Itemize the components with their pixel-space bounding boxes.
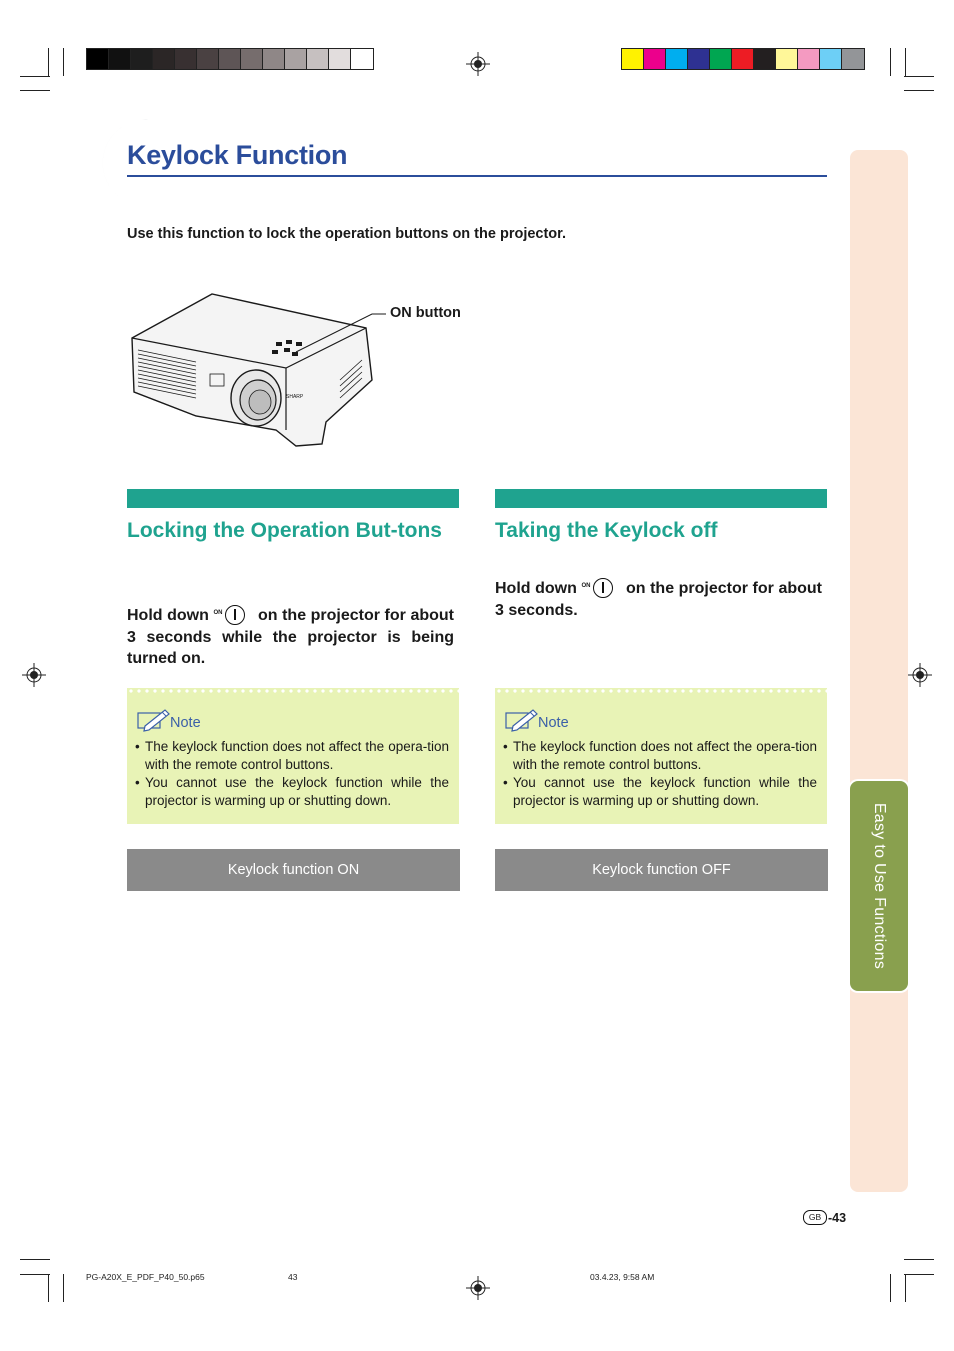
note-list	[503, 738, 817, 810]
note-box-locking	[127, 688, 459, 824]
instruction-text: Hold down	[127, 607, 209, 625]
gray-swatch	[329, 49, 351, 69]
gray-swatch	[131, 49, 153, 69]
side-tab-label: Easy to Use Functions	[871, 802, 888, 970]
gray-swatch	[285, 49, 307, 69]
note-list	[135, 738, 449, 810]
note-label: Note	[538, 715, 569, 731]
gray-swatch	[307, 49, 329, 69]
on-button-leader-line	[290, 308, 390, 356]
color-swatch	[688, 49, 710, 69]
footer-page: 43	[288, 1272, 298, 1282]
registration-mark-left	[22, 663, 46, 687]
note-label: Note	[170, 715, 201, 731]
registration-mark-bottom	[466, 1276, 490, 1300]
color-swatch	[666, 49, 688, 69]
note-box-unlock	[495, 688, 827, 824]
page-title: Keylock Function	[127, 140, 348, 170]
color-swatch	[820, 49, 842, 69]
gray-swatch	[219, 49, 241, 69]
instruction-locking	[127, 605, 454, 669]
on-symbol-label: ON	[581, 583, 591, 589]
gray-swatch	[109, 49, 131, 69]
gray-swatch	[241, 49, 263, 69]
color-swatch	[622, 49, 644, 69]
gray-swatch	[263, 49, 285, 69]
color-swatch	[644, 49, 666, 69]
region-badge: GB	[803, 1210, 827, 1225]
registration-mark-right	[908, 663, 932, 687]
gray-swatch	[197, 49, 219, 69]
grayscale-bar	[86, 48, 374, 70]
on-button-icon	[581, 578, 621, 600]
color-swatch	[732, 49, 754, 69]
instruction-text: on the projector for about 3 seconds while the projector is being turned on.	[127, 607, 454, 667]
section-bar-locking	[127, 489, 459, 508]
keylock-on-indicator: Keylock function ON	[127, 849, 460, 891]
color-swatch	[754, 49, 776, 69]
color-swatch	[776, 49, 798, 69]
section-title-unlock: Taking the Keylock off	[495, 519, 718, 542]
svg-text:SHARP: SHARP	[286, 394, 304, 400]
side-margin-panel	[850, 150, 908, 1192]
color-swatch	[798, 49, 820, 69]
gray-swatch	[175, 49, 197, 69]
note-item: • You cannot use the keylock function while the projector is warming up or shutting down.	[503, 774, 817, 810]
footer-timestamp: 03.4.23, 9:58 AM	[590, 1272, 655, 1282]
instruction-text: on the projector for about 3 seconds.	[495, 580, 822, 619]
registration-mark-top	[466, 52, 490, 76]
gray-swatch	[351, 49, 373, 69]
instruction-unlock	[495, 578, 822, 621]
gray-swatch	[87, 49, 109, 69]
footer-filename: PG-A20X_E_PDF_P40_50.p65	[86, 1272, 205, 1282]
keylock-off-indicator: Keylock function OFF	[495, 849, 828, 891]
note-item: • The keylock function does not affect the opera-tion with the remote control buttons.	[135, 738, 449, 774]
note-pencil-icon	[137, 708, 171, 732]
instruction-text: Hold down	[495, 580, 577, 598]
color-swatch	[842, 49, 864, 69]
page-number-text: -43	[828, 1210, 847, 1225]
gray-swatch	[153, 49, 175, 69]
on-button-callout: ON button	[390, 305, 461, 321]
note-pencil-icon	[505, 708, 539, 732]
note-item: • The keylock function does not affect the opera-tion with the remote control buttons.	[503, 738, 817, 774]
on-symbol-label: ON	[213, 610, 223, 616]
page-number	[803, 1210, 846, 1225]
intro-text: Use this function to lock the operation buttons on the projector.	[127, 226, 567, 242]
color-swatch	[710, 49, 732, 69]
section-bar-unlock	[495, 489, 827, 508]
color-bar	[621, 48, 865, 70]
note-item: • You cannot use the keylock function while the projector is warming up or shutting down.	[135, 774, 449, 810]
title-underline	[127, 175, 827, 177]
section-title-locking: Locking the Operation But-tons	[127, 519, 442, 542]
on-button-icon	[213, 605, 253, 627]
